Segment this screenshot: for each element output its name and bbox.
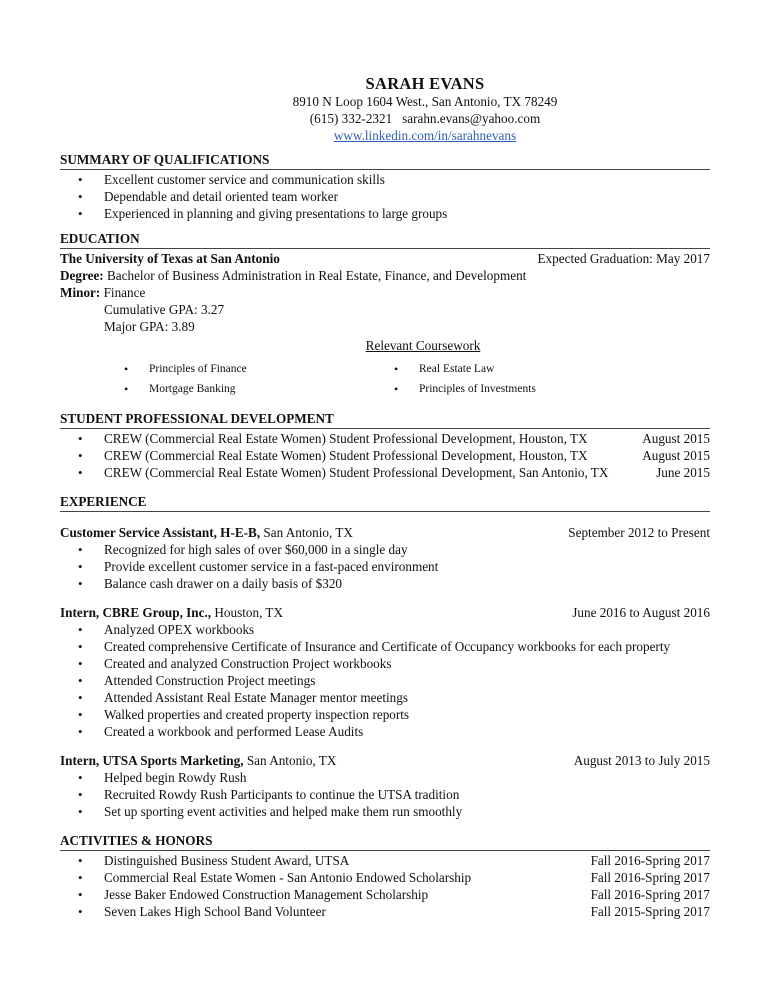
list-item: • CREW (Commercial Real Estate Women) Student Professional Development, San Antonio, TX June 2015 <box>60 464 710 481</box>
list-item: • Created comprehensive Certificate of Insurance and Certificate of Occupancy workbooks for each property <box>60 638 710 655</box>
job-role: Intern, UTSA Sports Marketing, <box>60 753 244 768</box>
list-item: • CREW (Commercial Real Estate Women) Student Professional Development, Houston, TX August 2015 <box>60 447 710 464</box>
job-entry <box>60 752 710 820</box>
list-item: • Recognized for high sales of over $60,000 in a single day <box>60 541 710 558</box>
section-title: STUDENT PROFESSIONAL DEVELOPMENT <box>60 411 710 429</box>
resume-header <box>140 74 710 144</box>
list-item: • Excellent customer service and communication skills <box>60 171 710 188</box>
job-location: San Antonio, TX <box>243 753 337 768</box>
education-section <box>60 231 710 399</box>
cumulative-gpa: Cumulative GPA: 3.27 <box>104 302 225 317</box>
course-item: • Principles of Finance <box>124 359 394 379</box>
list-item: • Distinguished Business Student Award, UTSA Fall 2016-Spring 2017 <box>60 852 710 869</box>
list-item: • Attended Construction Project meetings <box>60 672 710 689</box>
job-role: Intern, CBRE Group, Inc., <box>60 605 212 620</box>
coursework-list <box>124 359 710 399</box>
job-entry <box>60 524 710 592</box>
course-item: • Real Estate Law <box>394 359 654 379</box>
list-item: • Dependable and detail oriented team worker <box>60 188 710 205</box>
graduation-date: Expected Graduation: May 2017 <box>537 251 710 266</box>
summary-section <box>60 152 710 222</box>
job-role: Customer Service Assistant, H-E-B, <box>60 525 261 540</box>
list-item: • Walked properties and created property inspection reports <box>60 706 710 723</box>
list-item: • CREW (Commercial Real Estate Women) Student Professional Development, Houston, TX August 2015 <box>60 430 710 447</box>
list-item: • Commercial Real Estate Women - San Antonio Endowed Scholarship Fall 2016-Spring 2017 <box>60 869 710 886</box>
list-item: • Recruited Rowdy Rush Participants to continue the UTSA tradition <box>60 786 710 803</box>
list-item: • Seven Lakes High School Band Volunteer Fall 2015-Spring 2017 <box>60 903 710 920</box>
list-item: • Helped begin Rowdy Rush <box>60 769 710 786</box>
experience-section <box>60 494 710 820</box>
list-item: • Created and analyzed Construction Project workbooks <box>60 655 710 672</box>
course-item: • Mortgage Banking <box>124 379 394 399</box>
contact-line <box>140 110 710 127</box>
school-name: The University of Texas at San Antonio <box>60 251 280 266</box>
major-gpa: Major GPA: 3.89 <box>104 319 195 334</box>
resume-page <box>60 74 710 920</box>
degree-line: Degree: Bachelor of Business Administration in Real Estate, Finance, and Development <box>60 268 527 283</box>
linkedin-link[interactable]: www.linkedin.com/in/sarahnevans <box>333 128 517 143</box>
job-dates: September 2012 to Present <box>568 525 710 540</box>
list-item: • Jesse Baker Endowed Construction Management Scholarship Fall 2016-Spring 2017 <box>60 886 710 903</box>
minor-line: Minor: Finance <box>60 285 146 300</box>
email: sarahn.evans@yahoo.com <box>402 111 541 126</box>
phone: (615) 332-2321 <box>309 111 393 126</box>
section-title: ACTIVITIES & HONORS <box>60 833 710 851</box>
list-item: • Set up sporting event activities and helped make them run smoothly <box>60 803 710 820</box>
list-item: • Balance cash drawer on a daily basis of $320 <box>60 575 710 592</box>
candidate-name: SARAH EVANS <box>365 74 485 93</box>
section-title: EXPERIENCE <box>60 494 710 512</box>
school-row <box>60 250 710 267</box>
section-title: EDUCATION <box>60 231 710 249</box>
section-title: SUMMARY OF QUALIFICATIONS <box>60 152 710 170</box>
course-item: • Principles of Investments <box>394 379 654 399</box>
activities-section <box>60 833 710 920</box>
list-item: • Analyzed OPEX workbooks <box>60 621 710 638</box>
address: 8910 N Loop 1604 West., San Antonio, TX 78249 <box>292 94 558 109</box>
coursework-title: Relevant Coursework <box>365 338 481 353</box>
job-dates: August 2013 to July 2015 <box>573 753 710 768</box>
development-section <box>60 411 710 481</box>
list-item: • Attended Assistant Real Estate Manager mentor meetings <box>60 689 710 706</box>
job-entry <box>60 604 710 740</box>
list-item: • Experienced in planning and giving presentations to large groups <box>60 205 710 222</box>
list-item: • Created a workbook and performed Lease Audits <box>60 723 710 740</box>
list-item: • Provide excellent customer service in a fast-paced environment <box>60 558 710 575</box>
job-location: Houston, TX <box>211 605 284 620</box>
job-location: San Antonio, TX <box>260 525 353 540</box>
job-dates: June 2016 to August 2016 <box>572 605 710 620</box>
